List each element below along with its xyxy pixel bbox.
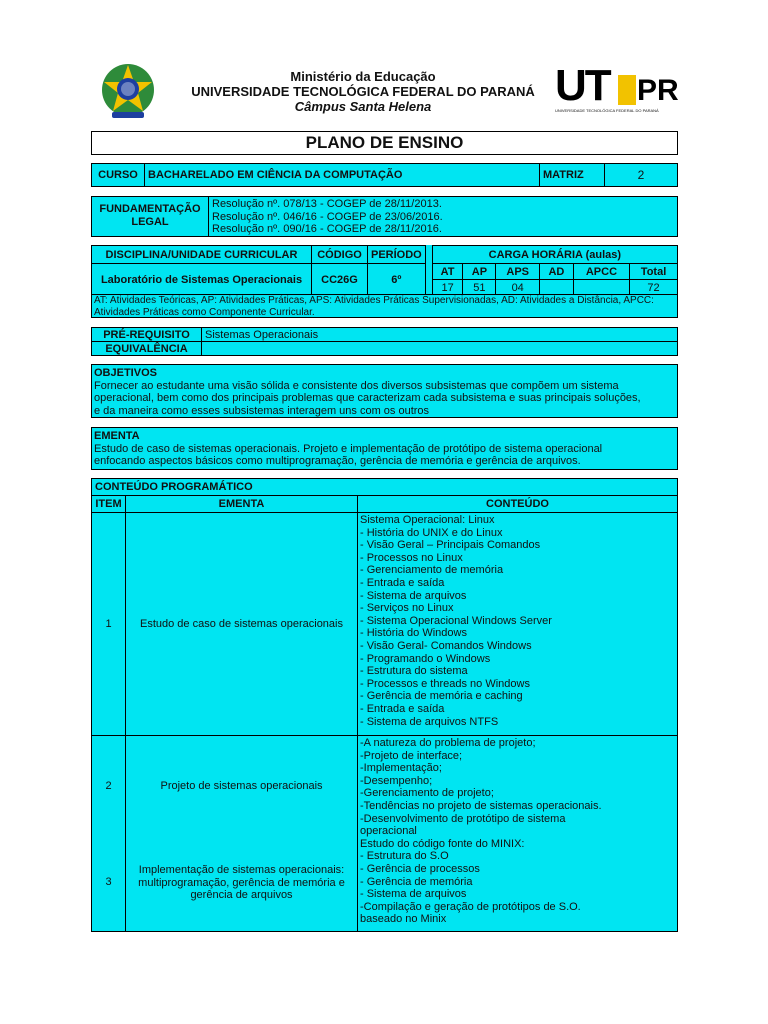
- disciplina-label: DISCIPLINA/UNIDADE CURRICULAR: [92, 246, 312, 264]
- disciplina-name: Laboratório de Sistemas Operacionais: [92, 264, 312, 296]
- list-item: - Entrada e saída: [360, 702, 445, 715]
- carga-value-total: 72: [630, 280, 678, 296]
- equivalencia-value: [202, 342, 678, 356]
- list-item: -A natureza do problema de projeto;: [360, 737, 536, 749]
- list-item: -Desempenho;: [360, 774, 433, 787]
- utfpr-logo: [555, 61, 680, 115]
- objetivos-line: operacional, bem como dos principais problemas que caracterizam cada subsistema e suas principais soluções,: [94, 392, 641, 405]
- list-item: -Desenvolvimento de protótipo de sistema: [360, 812, 566, 825]
- matriz-value: 2: [605, 164, 678, 187]
- conteudo-block: [91, 478, 678, 932]
- ementa-block: [91, 427, 678, 470]
- conteudo-item-2: 2: [105, 780, 112, 792]
- carga-header-at: AT: [432, 264, 463, 280]
- list-item: - Sistema de arquivos NTFS: [360, 715, 499, 728]
- page-title: [91, 131, 678, 155]
- conteudo-ementa-2: Projeto de sistemas operacionais: [160, 780, 323, 792]
- list-item: - Estrutura do sistema: [360, 665, 468, 678]
- fundamentacao-row: [91, 196, 678, 236]
- conteudo-header-item: ITEM: [92, 496, 126, 513]
- curso-row: [91, 163, 678, 187]
- list-item: - Processos e threads no Windows: [360, 677, 530, 690]
- carga-label: CARGA HORÁRIA (aulas): [432, 246, 677, 264]
- carga-value-ap: 51: [463, 280, 496, 296]
- list-item: - Visão Geral- Comandos Windows: [360, 639, 532, 652]
- list-item: - Gerência de memória e caching: [360, 690, 523, 703]
- list-item: baseado no Minix: [360, 913, 447, 926]
- list-item: -Compilação e geração de protótipos de S.O.: [360, 900, 581, 913]
- matriz-label: MATRIZ: [540, 164, 605, 187]
- list-item: - Serviços no Linux: [360, 602, 454, 615]
- prerequisito-label: PRÉ-REQUISITO: [92, 328, 202, 342]
- fundamentacao-line: Resolução nº. 046/16 - COGEP de 23/06/2016.: [212, 210, 443, 223]
- list-item: operacional: [360, 825, 417, 838]
- carga-legend-text: AT: Atividades Teóricas, AP: Atividades Práticas, APS: Atividades Práticas Supervisionadas, AD: Atividades a Distância, APCC: Atividades Práticas como Componente Curricular.: [94, 295, 654, 318]
- carga-header-ad: AD: [540, 264, 574, 280]
- logo-ut: UT: [555, 61, 610, 110]
- ementa-line: enfocando aspectos básicos como multiprogramação, gerência de memória e gerência de arquivos.: [94, 455, 581, 468]
- list-item: -Tendências no projeto de sistemas operacionais.: [360, 799, 602, 812]
- conteudo-item-1: 1: [92, 513, 126, 736]
- codigo-label: CÓDIGO: [312, 246, 368, 264]
- list-item: -Projeto de interface;: [360, 749, 463, 762]
- list-item: - Gerência de memória: [360, 875, 473, 888]
- periodo-label: PERÍODO: [368, 246, 426, 264]
- conteudo-ementa-1: Estudo de caso de sistemas operacionais: [126, 513, 358, 736]
- conteudo-header-conteudo: CONTEÚDO: [358, 496, 678, 513]
- list-item: - Gerência de processos: [360, 862, 480, 875]
- list-item: - Sistema Operacional Windows Server: [360, 614, 552, 627]
- objetivos-line: Fornecer ao estudante uma visão sólida e consistente dos diversos subsistemas que compõem um sistema: [94, 379, 619, 392]
- conteudo-ementas-2-3: [126, 736, 358, 932]
- conteudo-list-1: [358, 513, 678, 736]
- conteudo-items-2-3: [92, 736, 126, 932]
- conteudo-ementa-3: Implementação de sistemas operacionais: multiprogramação, gerência de memória e gerência de arquivos: [138, 864, 345, 901]
- ministry-name: Ministério da Educação: [290, 69, 436, 84]
- fundamentacao-line: Resolução nº. 078/13 - COGEP de 28/11/2013.: [212, 198, 442, 210]
- list-item: -Gerenciamento de projeto;: [360, 787, 494, 800]
- ementa-label: EMENTA: [94, 430, 140, 442]
- list-item: - Estrutura do S.O: [360, 850, 449, 863]
- prerequisito-value: Sistemas Operacionais: [202, 328, 678, 342]
- conteudo-list-2: [358, 736, 678, 932]
- fundamentacao-label: FUNDAMENTAÇÃO LEGAL: [92, 197, 209, 237]
- list-item: Estudo do código fonte do MINIX:: [360, 837, 525, 850]
- equivalencia-label: EQUIVALÊNCIA: [92, 342, 202, 356]
- disciplina-block: [91, 245, 678, 295]
- objetivos-line: e da maneira como esses subsistemas interagem uns com os outros: [94, 404, 430, 417]
- list-item: - Programando o Windows: [360, 652, 491, 665]
- list-item: Sistema Operacional: Linux: [360, 514, 495, 526]
- ementa-line: Estudo de caso de sistemas operacionais. Projeto e implementação de protótipo de sistema operacional: [94, 442, 603, 455]
- logo-subtext: UNIVERSIDADE TECNOLÓGICA FEDERAL DO PARANÁ: [555, 108, 659, 113]
- list-item: - Sistema de arquivos: [360, 888, 467, 901]
- conteudo-item-3: 3: [105, 876, 112, 888]
- carga-header-apcc: APCC: [573, 264, 629, 280]
- curso-value: BACHARELADO EM CIÊNCIA DA COMPUTAÇÃO: [145, 164, 540, 187]
- list-item: - Entrada e saída: [360, 576, 445, 589]
- list-item: -Implementação;: [360, 762, 442, 775]
- list-item: - Visão Geral – Principais Comandos: [360, 539, 541, 552]
- conteudo-label: CONTEÚDO PROGRAMÁTICO: [92, 479, 678, 496]
- campus-name: Câmpus Santa Helena: [294, 99, 432, 114]
- carga-value-aps: 04: [496, 280, 540, 296]
- carga-header-ap: AP: [463, 264, 496, 280]
- list-item: - Gerenciamento de memória: [360, 564, 504, 577]
- logo-f-bar: [618, 75, 636, 105]
- fundamentacao-text: [209, 197, 678, 237]
- list-item: - História do Windows: [360, 627, 467, 640]
- curso-label: CURSO: [92, 164, 145, 187]
- carga-header-aps: APS: [496, 264, 540, 280]
- codigo-value: CC26G: [312, 264, 368, 296]
- carga-header-total: Total: [630, 264, 678, 280]
- prerequisito-block: [91, 327, 678, 356]
- fundamentacao-line: Resolução nº. 090/16 - COGEP de 28/11/2016.: [212, 223, 442, 236]
- conteudo-header-ementa: EMENTA: [126, 496, 358, 513]
- page-title-text: PLANO DE ENSINO: [305, 133, 464, 152]
- list-item: - Processos no Linux: [360, 551, 463, 564]
- carga-legend: [91, 294, 678, 318]
- logo-pr: PR: [637, 74, 679, 107]
- objetivos-label: OBJETIVOS: [94, 367, 157, 379]
- brasao-emblem: [98, 62, 158, 122]
- university-name: UNIVERSIDADE TECNOLÓGICA FEDERAL DO PARANÁ: [191, 84, 535, 99]
- carga-value-at: 17: [432, 280, 463, 296]
- objetivos-block: [91, 364, 678, 418]
- list-item: - História do UNIX e do Linux: [360, 526, 503, 539]
- periodo-value: 6º: [368, 264, 426, 296]
- list-item: - Sistema de arquivos: [360, 589, 467, 602]
